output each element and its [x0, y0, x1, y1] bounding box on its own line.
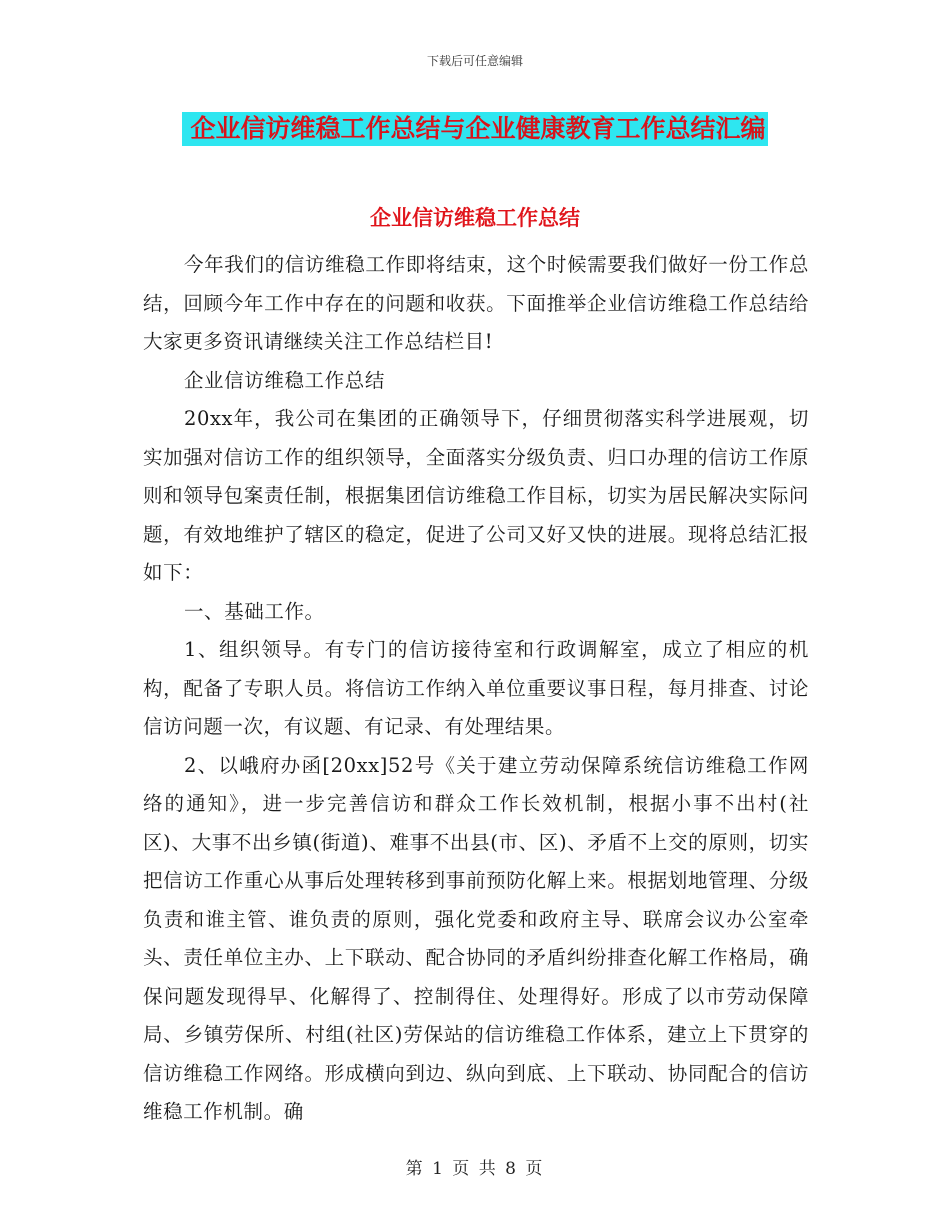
paragraph-heading-basic-work: 一、基础工作。	[183, 599, 325, 623]
document-title: 企业信访维稳工作总结与企业健康教育工作总结汇编	[182, 112, 767, 146]
paragraph-organization: 1、组织领导。有专门的信访接待室和行政调解室，成立了相应的机构，配备了专职人员。将信访工作纳入单位重要议事日程，每月排查、讨论信访问题一次，有议题、有记录、有处理结果。	[143, 638, 809, 738]
section-title: 企业信访维稳工作总结	[370, 206, 580, 230]
document-body	[143, 246, 809, 1132]
document-title-container	[0, 112, 950, 146]
page-footer-page-number: 第 1 页 共 8 页	[405, 1159, 545, 1179]
paragraph-intro: 今年我们的信访维稳工作即将结束，这个时候需要我们做好一份工作总结，回顾今年工作中存在的问题和收获。下面推举企业信访维稳工作总结给大家更多资讯请继续关注工作总结栏目!	[143, 253, 809, 353]
paragraph-subtitle: 企业信访维稳工作总结	[183, 368, 385, 392]
paragraph-overview: 20xx年，我公司在集团的正确领导下，仔细贯彻落实科学进展观，切实加强对信访工作的组织领导，全面落实分级负责、归口办理的信访工作原则和领导包案责任制，根据集团信访维稳工作目标，切实为居民解决实际问题，有效地维护了辖区的稳定，促进了公司又好又快的进展。现将总结汇报如下：	[143, 407, 809, 584]
paragraph-network: 2、以峨府办函[20xx]52号《关于建立劳动保障系统信访维稳工作网络的通知》，进一步完善信访和群众工作长效机制，根据小事不出村(社区)、大事不出乡镇(街道)、难事不出县(市、区)、矛盾不上交的原则，切实把信访工作重心从事后处理转移到事前预防化解上来。根据划地管理、分级负责和谁主管、谁负责的原则，强化党委和政府主导、联席会议办公室牵头、责任单位主办、上下联动、配合协同的矛盾纠纷排查化解工作格局，确保问题发现得早、化解得了、控制得住、处理得好。形成了以市劳动保障局、乡镇劳保所、村组(社区)劳保站的信访维稳工作体系，建立上下贯穿的信访维稳工作网络。形成横向到边、纵向到底、上下联动、协同配合的信访维稳工作机制。确	[143, 753, 809, 1123]
page-header-note: 下载后可任意编辑	[426, 54, 523, 68]
